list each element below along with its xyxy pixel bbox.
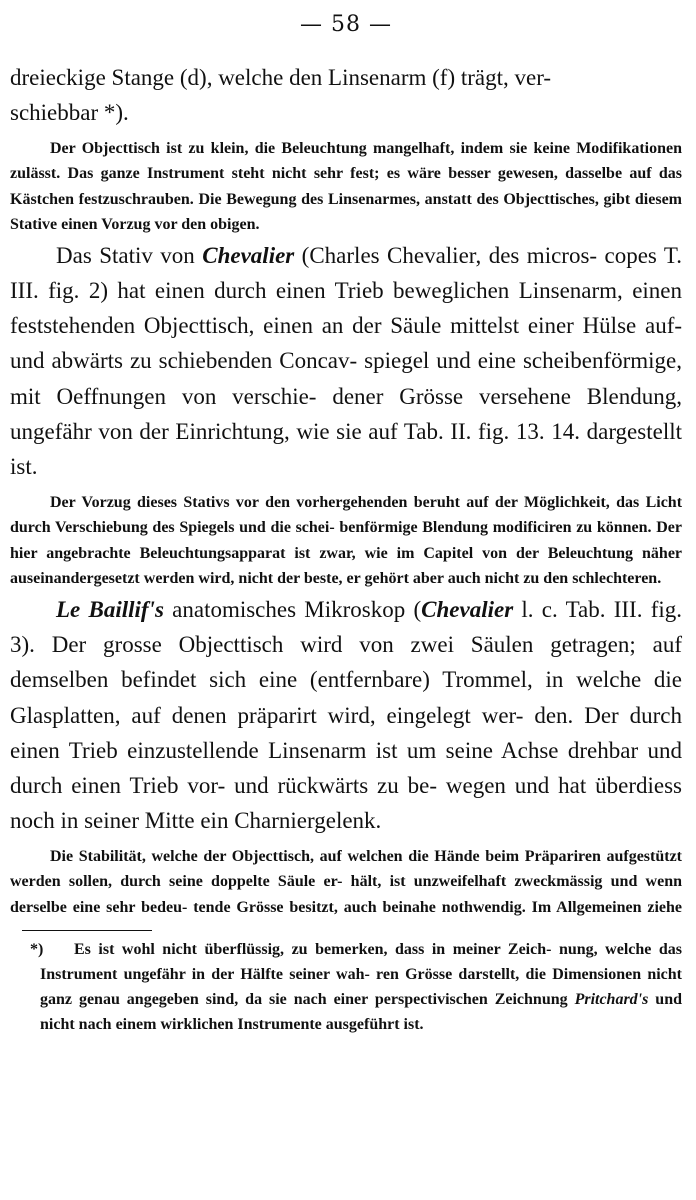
text-line: Der Vorzug dieses Stativs vor den vorhergehenden beruht auf der	[50, 493, 518, 511]
text-line: Stative einen Vorzug vor den obigen.	[10, 216, 260, 234]
text-line: den. Der durch einen Trieb einzustellende Linsenarm ist um seine	[10, 702, 683, 763]
text-line: copes T. III. fig. 2) hat einen durch einen Trieb beweglichen	[10, 242, 682, 303]
text-line: Es ist wohl nicht überflüssig, zu bemerken, dass in meiner Zeich-	[74, 941, 552, 959]
text-line: Möglichkeit, das Licht durch Verschiebung des Spiegels und die schei-	[10, 493, 683, 537]
text-line: Die Stabilität, welche der Objecttisch, auf welchen die Hände beim	[50, 847, 520, 865]
text-line: hält, ist unzweifelhaft zweckmässig und wenn derselbe eine sehr bedeu-	[10, 873, 683, 916]
text-line: Präpariren aufgestützt werden sollen, durch seine doppelte Säule er-	[10, 847, 683, 891]
text-line: benförmige Blendung modificiren zu können. Der hier angebrachte	[10, 519, 682, 562]
page-body	[10, 60, 682, 1037]
book-page	[10, 0, 682, 1200]
paragraph-continuation	[10, 60, 682, 131]
text-fragment: sind, da sie nach einer perspectivischen Zeichnung	[205, 991, 575, 1009]
text-line: fig. 3). Der grosse Objecttisch wird von zwei Säulen getragen;	[10, 596, 683, 657]
text-fragment: anatomisches Mikroskop (	[163, 596, 422, 622]
text-line: Linsenarm, einen feststehenden Objecttisch, einen an der Säule	[10, 277, 683, 339]
text-line: fest; es wäre besser gewesen, dasselbe auf das Kästchen festzuschrauben.	[10, 165, 683, 208]
footnote	[10, 931, 682, 1037]
footnote-mark: *)	[30, 941, 44, 959]
text-line: dreieckige Stange (d), welche den Linsenarm (f) trägt, ver-	[10, 65, 552, 90]
text-line: wie sie auf Tab. II. fig. 13. 14. dargestellt ist.	[10, 419, 682, 480]
text-fragment: (Charles Chevalier, des micros-	[294, 242, 598, 268]
text-line: welche die Glasplatten, auf denen präparirt wird, eingelegt wer-	[10, 667, 683, 728]
author-name-chevalier: Chevalier	[421, 596, 514, 622]
paragraph-le-baillif	[10, 592, 682, 839]
text-fragment: l. c. Tab. III.	[513, 596, 643, 622]
text-line: Die Bewegung des Linsenarmes, anstatt des Objecttisches, gibt diesem	[198, 190, 682, 208]
text-line: keine Modifikationen zulässt. Das ganze Instrument steht nicht sehr	[10, 139, 682, 183]
text-line: Beleuchtungsapparat ist zwar, wie im Capitel von der Beleuchtung	[139, 544, 634, 562]
text-line: Der Objecttisch ist zu klein, die Beleuchtung mangelhaft, indem sie	[50, 139, 528, 157]
text-line: auch nicht zu den schlechteren.	[447, 570, 662, 588]
author-name-le-baillif: Le Baillif's	[56, 596, 164, 622]
text-line: spiegel und eine scheibenförmige, mit Oeffnungen von verschie-	[10, 348, 683, 409]
text-line: nicht nach einem wirklichen Instrumente ausgeführt ist.	[40, 1016, 424, 1034]
page-number: — 58 —	[300, 12, 392, 37]
text-fragment: Das Stativ von	[56, 242, 203, 268]
paragraph-note-objecttisch	[10, 131, 682, 238]
text-line: mittelst einer Hülse auf- und abwärts zu schiebenden Concav-	[10, 313, 683, 374]
text-line: Achse drehbar und durch einen Trieb vor- und rückwärts zu be-	[10, 737, 682, 799]
paragraph-chevalier-stativ	[10, 238, 682, 485]
text-line: näher auseinandergesetzt werden wird, nicht der beste, er gehört aber	[10, 544, 683, 588]
text-line: wegen und hat überdiess noch in seiner Mitte ein Charniergelenk.	[10, 773, 682, 834]
text-line: ren Grösse darstellt, die Dimensionen nicht ganz genau angegeben	[40, 966, 682, 1009]
text-line: dener Grösse versehene Blendung, ungefähr von der Einrichtung,	[10, 383, 682, 445]
text-fragment: und	[648, 991, 683, 1009]
author-name-pritchard: Pritchard's	[574, 991, 649, 1009]
text-line: tende Grösse besitzt, auch beinahe nothwendig. Im Allgemeinen ziehe	[193, 898, 683, 916]
text-line: schiebbar *).	[10, 100, 129, 126]
text-line: auf demselben befindet sich eine (entfernbare) Trommel, in	[10, 631, 682, 693]
author-name-chevalier: Chevalier	[202, 242, 295, 268]
paragraph-note-stabilitaet	[10, 839, 682, 921]
text-line: nung, welche das Instrument ungefähr in der Hälfte seiner wah-	[40, 941, 683, 984]
paragraph-note-vorzug	[10, 485, 682, 592]
